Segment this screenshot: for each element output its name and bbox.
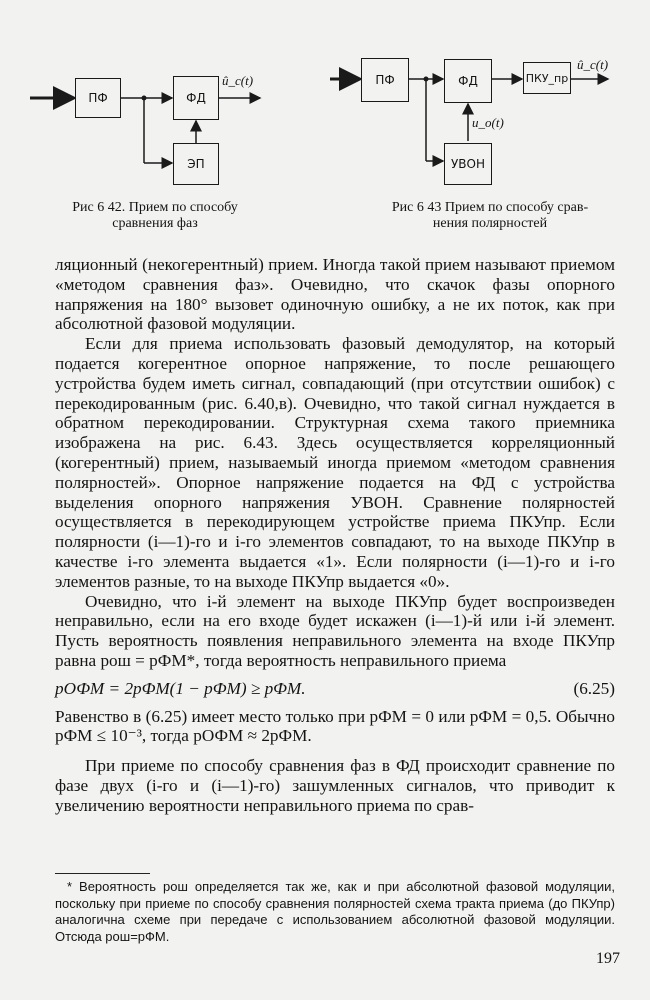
figure-6-43 xyxy=(330,55,630,195)
output-signal-label: û_c(t) xyxy=(222,73,254,88)
equation-6-25 xyxy=(55,671,615,707)
footnote xyxy=(55,879,615,945)
footnote-text: * Вероятность pош определяется так же, как и при абсолютной фазовой модуляции, поскольку при приеме по способу сравнения полярностей схема тракта приема (до ПКУпр) аналогична схеме при передаче с использованием абсолютной фазовой модуляции. Отсюда pош=pФМ. xyxy=(55,879,615,944)
figure-6-43-caption xyxy=(360,200,620,232)
block-fd: ФД xyxy=(173,76,219,120)
figure-6-42-caption xyxy=(30,200,280,232)
caption-line: нения полярностей xyxy=(432,216,548,231)
figure-6-42 xyxy=(30,55,300,195)
paragraph: Очевидно, что i-й элемент на выходе ПКУпр будет воспроизведен неправильно, если на его входе будет искажен (i—1)-й или i-й элемент. Пусть вероятность появления неправильного элемента на входе ПКУпр равна pош = pФМ*, тогда вероятность неправильного приема xyxy=(55,591,615,670)
paragraph: Равенство в (6.25) имеет место только при pФМ = 0 или pФМ = 0,5. Обычно pФМ ≤ 10⁻³, тогда pОФМ ≈ 2pФМ. xyxy=(55,706,615,746)
caption-line: Рис 6 43 Прием по способу срав- xyxy=(391,200,589,215)
equation-expression: pОФМ = 2pФМ(1 − pФМ) ≥ pФМ. xyxy=(55,678,306,698)
block-ep: ЭП xyxy=(173,143,219,185)
block-pf: ПФ xyxy=(361,58,409,102)
block-pku: ПКУ_пр xyxy=(523,62,571,94)
output-signal-label: û_c(t) xyxy=(577,57,609,72)
block-fd: ФД xyxy=(444,59,492,103)
paragraph: Если для приема использовать фазовый демодулятор, на который подается когерентное опорное напряжение, то после решающего устройства будем иметь сигнал, совпадающий (при отсутствии ошибок) с перекодированным (рис. 6.40,в). Очевидно, что такой сигнал нуждается в обратном перекодировании. Структурная схема такого приемника изображена на рис. 6.43. Здесь осуществляется корреляционный (когерентный) прием, называемый иногда приемом «методом сравнения полярностей». Опорное напряжение подается на ФД с устройства выделения опорного напряжения УВОН. Сравнение полярностей осуществляется в перекодирующем устройстве приема ПКУпр. Если полярности (i—1)-го и i-го элементов совпадают, то на выходе ПКУпр в качестве i-го элемента выдается «1». Если полярности (i—1)-го и i-го элементов разные, то на выходе ПКУпр выдается «0». xyxy=(55,334,615,591)
body-text xyxy=(55,255,615,816)
paragraph: ляционный (некогерентный) прием. Иногда такой прием называют приемом «методом сравнения фаз». Очевидно, что скачок фазы опорного напряжения на 180° вызовет одиночную ошибку, а не их поток, как при абсолютной фазовой модуляции. xyxy=(55,255,615,334)
paragraph: При приеме по способу сравнения фаз в ФД происходит сравнение по фазе двух (i-го и (i—1)-го) зашумленных сигналов, что приводит к увеличению вероятности неправильного приема по срав- xyxy=(55,756,615,815)
block-pf: ПФ xyxy=(75,78,121,118)
caption-line: Рис 6 42. Прием по способу xyxy=(72,200,238,215)
block-uvon: УВОН xyxy=(444,143,492,185)
caption-line: сравнения фаз xyxy=(112,216,198,231)
page-number: 197 xyxy=(596,950,620,967)
figure-6-42-wires xyxy=(30,55,300,195)
footnote-divider xyxy=(55,873,150,874)
reference-signal-label: u_o(t) xyxy=(472,115,504,130)
equation-number: (6.25) xyxy=(573,678,615,698)
